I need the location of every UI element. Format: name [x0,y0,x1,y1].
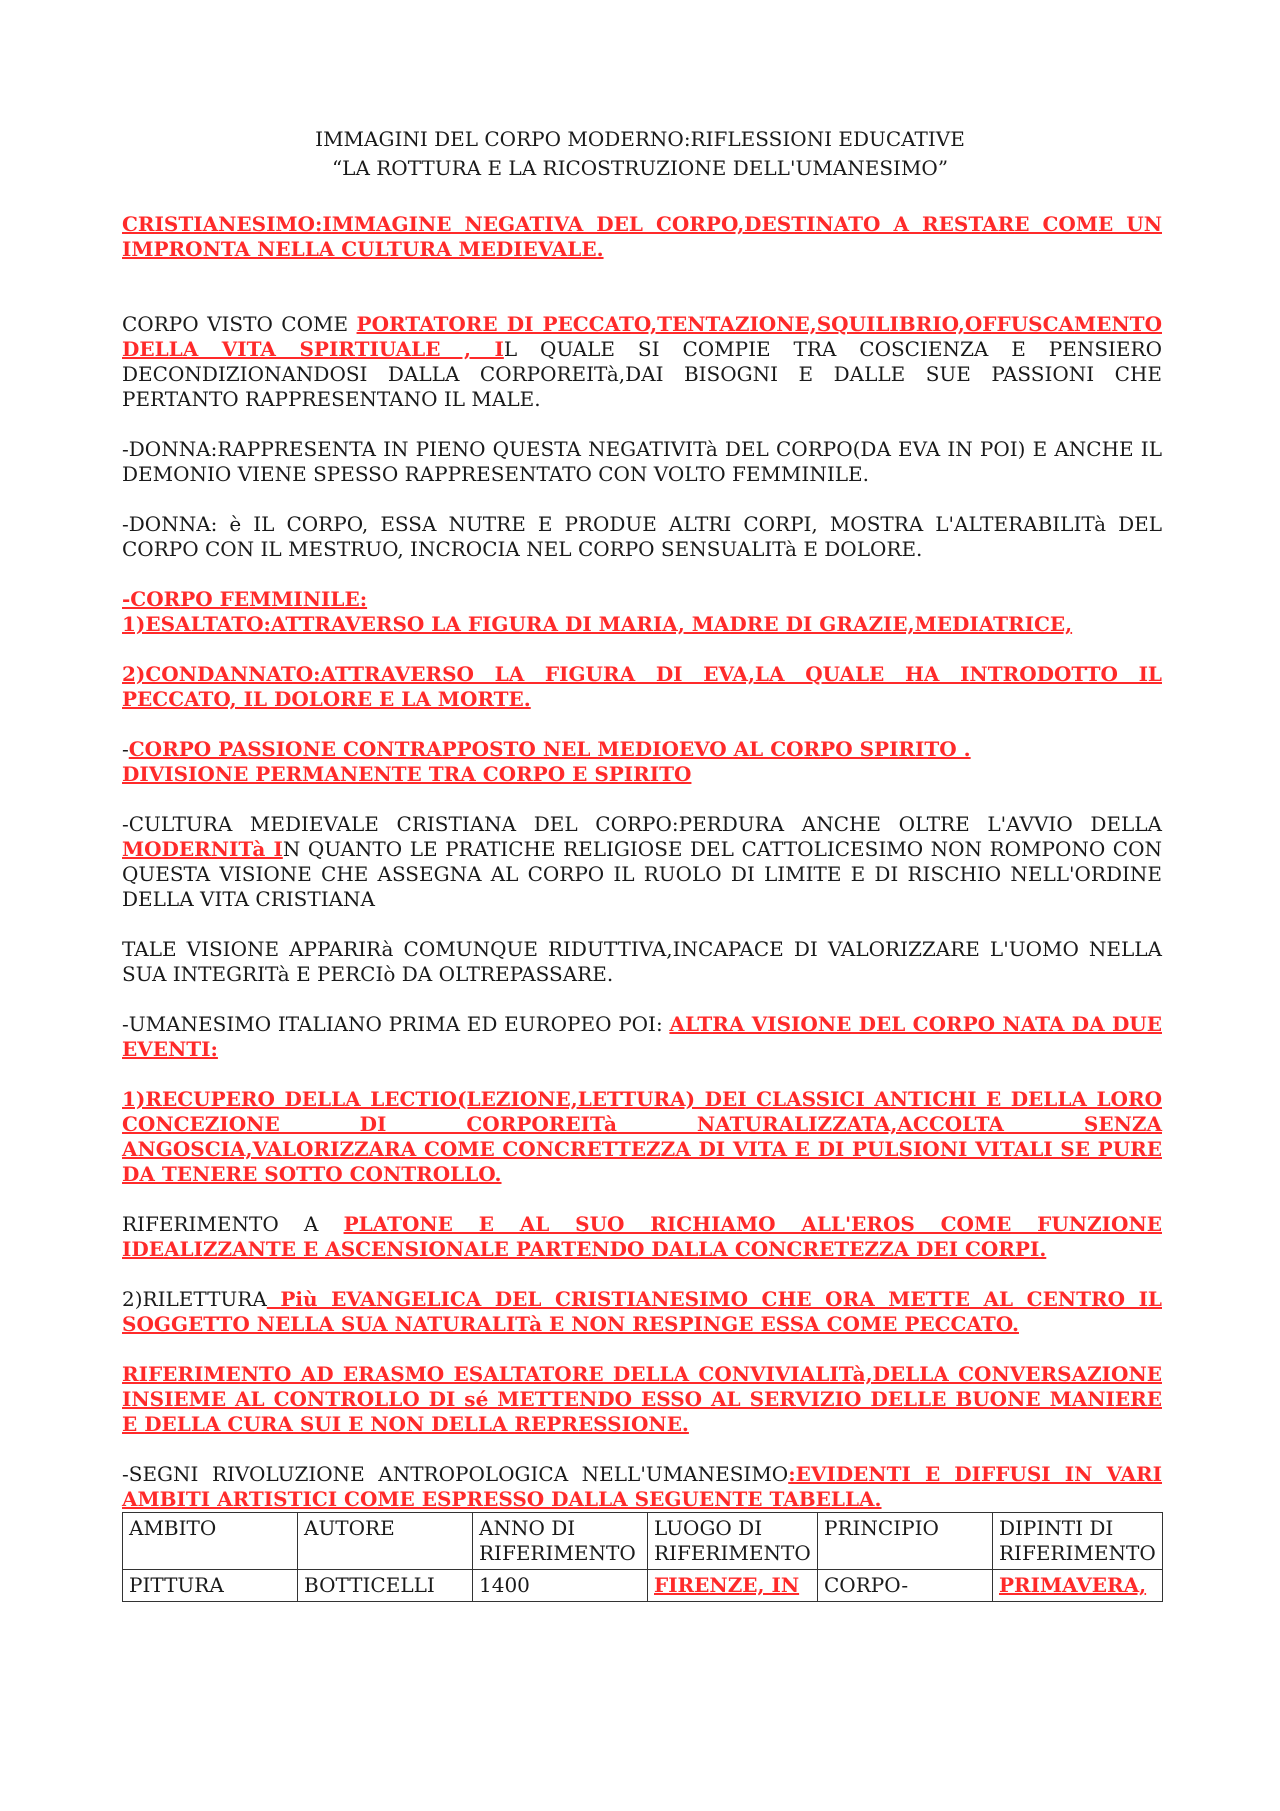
paragraph-erasmo [122,1362,1162,1437]
highlight-text: -CORPO FEMMINILE: [122,587,368,611]
table-header-cell: ANNO DI RIFERIMENTO [473,1513,648,1570]
paragraph-platone [122,1212,1162,1262]
table-header-cell: AUTORE [298,1513,473,1570]
table-cell: FIRENZE, IN [648,1570,818,1602]
title-line-1: IMMAGINI DEL CORPO MODERNO:RIFLESSIONI EDUCATIVE [315,127,965,151]
document-body [122,212,1162,1602]
highlight-text: 1)RECUPERO DELLA LECTIO(LEZIONE,LETTURA) DEI CLASSICI ANTICHI E DELLA LORO CONCEZIONE DI CORPOREITà NATURALIZZATA,ACCOLTA SENZA ANGOSCIA,VALORIZZARA COME CONCRETTEZZA DI VITA E DI PULSIONI VITALI SE PURE DA TENERE SOTTO CONTROLLO. [122,1087,1162,1186]
paragraph-corpo-passione [122,737,1162,787]
paragraph-cristianesimo [122,212,1162,262]
title-line-2: “LA ROTTURA E LA RICOSTRUZIONE DELL'UMANESIMO” [331,156,949,180]
highlight-text: PORTATORE DI PECCATO,TENTAZIONE,SQUILIBRIO,OFFUSCAMENTO DELLA VITA SPIRTIUALE , I [122,312,1162,361]
highlight-text: MODERNITà I [122,837,283,861]
paragraph-corpo-visto [122,312,1162,412]
plain-text: - [122,737,129,761]
plain-text: 2)RILETTURA [122,1287,267,1311]
plain-text: -CULTURA MEDIEVALE CRISTIANA DEL CORPO:PERDURA ANCHE OLTRE L'AVVIO DELLA [122,812,1162,836]
table-cell: PRIMAVERA, [993,1570,1163,1602]
paragraph-donna-1: -DONNA:RAPPRESENTA IN PIENO QUESTA NEGATIVITà DEL CORPO(DA EVA IN POI) E ANCHE IL DEMONIO VIENE SPESSO RAPPRESENTATO CON VOLTO FEMMINILE. [122,437,1162,486]
plain-text: L QUALE SI COMPIE TRA COSCIENZA E PENSIERO DECONDIZIONANDOSI DALLA CORPOREITà,DAI BISOGNI E DALLE SUE PASSIONI CHE PERTANTO RAPPRESENTANO IL MALE. [122,337,1162,411]
highlight-text: DIVISIONE PERMANENTE TRA CORPO E SPIRITO [122,762,692,786]
paragraph-corpo-femminile [122,587,1162,637]
paragraph-tale-visione: TALE VISIONE APPARIRà COMUNQUE RIDUTTIVA,INCAPACE DI VALORIZZARE L'UOMO NELLA SUA INTEGRITà E PERCIò DA OLTREPASSARE. [122,937,1162,986]
table-cell: 1400 [473,1570,648,1602]
plain-text: -SEGNI RIVOLUZIONE ANTROPOLOGICA NELL'UMANESIMO [122,1462,789,1486]
document-title [0,125,1280,183]
highlight-text: CRISTIANESIMO:IMMAGINE NEGATIVA DEL CORPO,DESTINATO A RESTARE COME UN IMPRONTA NELLA CULTURA MEDIEVALE. [122,212,1162,261]
paragraph-donna-2: -DONNA: è IL CORPO, ESSA NUTRE E PRODUE ALTRI CORPI, MOSTRA L'ALTERABILITà DEL CORPO CON IL MESTRUO, INCROCIA NEL CORPO SENSUALITà E DOLORE. [122,512,1162,561]
paragraph-umanesimo [122,1012,1162,1062]
highlight-text: 2)CONDANNATO:ATTRAVERSO LA FIGURA DI EVA,LA QUALE HA INTRODOTTO IL PECCATO, IL DOLORE E LA MORTE. [122,662,1162,711]
plain-text: N QUANTO LE PRATICHE RELIGIOSE DEL CATTOLICESIMO NON ROMPONO CON QUESTA VISIONE CHE ASSEGNA AL CORPO IL RUOLO DI LIMITE E DI RISCHIO NELL'ORDINE DELLA VITA CRISTIANA [122,837,1162,911]
plain-text: RIFERIMENTO A [122,1212,344,1236]
highlight-text: CORPO PASSIONE CONTRAPPOSTO NEL MEDIOEVO AL CORPO SPIRITO . [128,737,971,761]
highlight-text: 1)ESALTATO:ATTRAVERSO LA FIGURA DI MARIA, MADRE DI GRAZIE,MEDIATRICE, [122,612,1073,636]
table-header-cell: LUOGO DI RIFERIMENTO [648,1513,818,1570]
table-cell: BOTTICELLI [298,1570,473,1602]
paragraph-cultura-medievale [122,812,1162,912]
table-cell: CORPO- [818,1570,993,1602]
highlight-text: :EVIDENTI E DIFFUSI IN VARI AMBITI ARTISTICI COME ESPRESSO DALLA SEGUENTE TABELLA. [122,1462,1163,1511]
highlight-text: PLATONE E AL SUO RICHIAMO ALL'EROS COME FUNZIONE IDEALIZZANTE E ASCENSIONALE PARTENDO DALLA CONCRETEZZA DEI CORPI. [122,1212,1162,1261]
plain-text: -UMANESIMO ITALIANO PRIMA ED EUROPEO POI: [122,1012,670,1036]
paragraph-segni [122,1462,1162,1512]
table-header-cell: PRINCIPIO [818,1513,993,1570]
paragraph-recupero [122,1087,1162,1187]
highlight-text: RIFERIMENTO AD ERASMO ESALTATORE DELLA CONVIVIALITà,DELLA CONVERSAZIONE INSIEME AL CONTROLLO DI sé METTENDO ESSO AL SERVIZIO DELLE BUONE MANIERE E DELLA CURA SUI E NON DELLA REPRESSIONE. [122,1362,1162,1436]
highlight-text: Più EVANGELICA DEL CRISTIANESIMO CHE ORA METTE AL CENTRO IL SOGGETTO NELLA SUA NATURALITà E NON RESPINGE ESSA COME PECCATO. [122,1287,1162,1336]
table-header-cell: AMBITO [123,1513,298,1570]
table-header-row [123,1513,1163,1570]
highlight-text: ALTRA VISIONE DEL CORPO NATA DA DUE EVENTI: [122,1012,1162,1061]
table-cell: PITTURA [123,1570,298,1602]
table-row [123,1570,1163,1602]
paragraph-rilettura [122,1287,1162,1337]
plain-text: CORPO VISTO COME [122,312,357,336]
paragraph-condannato [122,662,1162,712]
art-table [122,1512,1163,1602]
table-header-cell: DIPINTI DI RIFERIMENTO [993,1513,1163,1570]
